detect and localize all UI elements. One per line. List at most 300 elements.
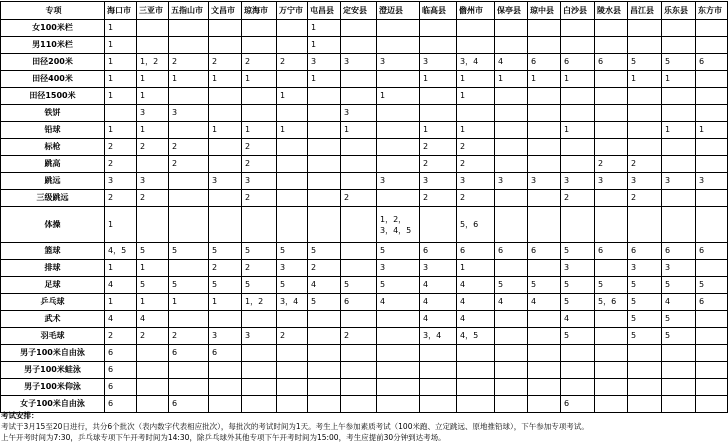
- batch-cell: [696, 207, 728, 243]
- batch-cell: 2: [308, 260, 341, 277]
- batch-cell: 3: [341, 105, 377, 122]
- batch-cell: [595, 122, 628, 139]
- batch-cell: [595, 88, 628, 105]
- row-label: 跳远: [1, 173, 105, 190]
- batch-cell: [137, 345, 169, 362]
- batch-cell: [377, 37, 420, 54]
- batch-cell: [662, 139, 696, 156]
- batch-cell: [628, 88, 662, 105]
- batch-cell: 1: [105, 260, 137, 277]
- batch-cell: [495, 311, 528, 328]
- batch-cell: [662, 379, 696, 396]
- batch-cell: 1: [169, 71, 209, 88]
- batch-cell: [308, 311, 341, 328]
- batch-cell: 5: [662, 328, 696, 345]
- batch-cell: 1: [277, 122, 308, 139]
- batch-cell: [561, 20, 595, 37]
- batch-cell: [341, 71, 377, 88]
- batch-cell: [242, 37, 277, 54]
- batch-cell: [209, 207, 242, 243]
- batch-cell: [209, 20, 242, 37]
- batch-cell: [595, 345, 628, 362]
- batch-cell: 4: [420, 294, 457, 311]
- header-region: 昌江县: [628, 2, 662, 20]
- batch-cell: [528, 37, 561, 54]
- table-row: [1, 122, 728, 139]
- batch-cell: [169, 190, 209, 207]
- row-label: 女100米栏: [1, 20, 105, 37]
- batch-cell: 2: [209, 54, 242, 71]
- table-row: [1, 54, 728, 71]
- row-label: 男子100米自由泳: [1, 345, 105, 362]
- batch-cell: [561, 345, 595, 362]
- batch-cell: [341, 260, 377, 277]
- batch-cell: 5: [137, 277, 169, 294]
- batch-cell: [308, 122, 341, 139]
- batch-cell: [137, 379, 169, 396]
- batch-cell: [242, 345, 277, 362]
- batch-cell: [377, 105, 420, 122]
- batch-cell: [495, 105, 528, 122]
- row-label: 男子100米仰泳: [1, 379, 105, 396]
- batch-cell: [377, 328, 420, 345]
- batch-cell: [696, 328, 728, 345]
- batch-cell: 1: [137, 294, 169, 311]
- batch-cell: 2: [169, 156, 209, 173]
- batch-cell: 2: [242, 156, 277, 173]
- header-region: 万宁市: [277, 2, 308, 20]
- batch-cell: 5: [628, 311, 662, 328]
- batch-cell: [341, 362, 377, 379]
- table-row: [1, 362, 728, 379]
- batch-cell: 6: [105, 362, 137, 379]
- batch-cell: 2: [277, 54, 308, 71]
- batch-cell: [696, 139, 728, 156]
- header-subject: 专项: [1, 2, 105, 20]
- batch-cell: 6: [420, 243, 457, 260]
- row-label: 男110米栏: [1, 37, 105, 54]
- batch-cell: 5: [628, 54, 662, 71]
- header-region: 澄迈县: [377, 2, 420, 20]
- batch-cell: [528, 345, 561, 362]
- exam-notes: [1, 410, 699, 443]
- table-row: [1, 294, 728, 311]
- batch-cell: 4: [420, 311, 457, 328]
- batch-cell: 5: [169, 277, 209, 294]
- batch-cell: [495, 156, 528, 173]
- batch-cell: 6: [457, 243, 495, 260]
- batch-cell: 4: [457, 277, 495, 294]
- batch-cell: [209, 37, 242, 54]
- batch-cell: 4，5: [105, 243, 137, 260]
- batch-cell: [308, 105, 341, 122]
- batch-cell: 6: [628, 243, 662, 260]
- batch-cell: [277, 71, 308, 88]
- header-region: 儋州市: [457, 2, 495, 20]
- batch-cell: [420, 105, 457, 122]
- batch-cell: 6: [209, 345, 242, 362]
- batch-cell: [628, 139, 662, 156]
- batch-cell: [528, 311, 561, 328]
- batch-cell: [277, 311, 308, 328]
- batch-cell: 6: [495, 243, 528, 260]
- batch-cell: 1: [308, 71, 341, 88]
- batch-cell: 5: [137, 243, 169, 260]
- batch-cell: [495, 139, 528, 156]
- batch-cell: [242, 20, 277, 37]
- batch-cell: 1: [662, 122, 696, 139]
- batch-cell: 3: [377, 260, 420, 277]
- batch-cell: [696, 156, 728, 173]
- row-label: 田径200米: [1, 54, 105, 71]
- batch-cell: 2: [242, 139, 277, 156]
- batch-cell: 3: [561, 260, 595, 277]
- batch-cell: 4: [528, 294, 561, 311]
- batch-cell: [277, 173, 308, 190]
- table-row: [1, 345, 728, 362]
- batch-cell: [457, 105, 495, 122]
- batch-cell: 1: [137, 260, 169, 277]
- batch-cell: 4: [105, 277, 137, 294]
- batch-cell: 5: [308, 243, 341, 260]
- table-row: [1, 190, 728, 207]
- batch-cell: [209, 139, 242, 156]
- batch-cell: [696, 362, 728, 379]
- batch-cell: [242, 88, 277, 105]
- batch-cell: 2: [277, 328, 308, 345]
- batch-cell: 1: [308, 20, 341, 37]
- batch-cell: 4: [495, 294, 528, 311]
- batch-cell: [595, 105, 628, 122]
- header-region: 陵水县: [595, 2, 628, 20]
- batch-cell: [696, 260, 728, 277]
- batch-cell: [662, 105, 696, 122]
- batch-cell: [628, 122, 662, 139]
- batch-cell: [169, 88, 209, 105]
- batch-cell: [377, 362, 420, 379]
- batch-cell: [341, 156, 377, 173]
- batch-cell: [169, 122, 209, 139]
- batch-cell: [561, 379, 595, 396]
- batch-cell: 3: [696, 173, 728, 190]
- batch-cell: [595, 311, 628, 328]
- batch-cell: 6: [169, 396, 209, 413]
- batch-cell: [495, 260, 528, 277]
- batch-cell: [209, 379, 242, 396]
- batch-cell: 6: [169, 345, 209, 362]
- batch-cell: 1: [457, 71, 495, 88]
- batch-cell: [420, 379, 457, 396]
- header-region: 文昌市: [209, 2, 242, 20]
- batch-cell: 5: [242, 243, 277, 260]
- table-row: [1, 328, 728, 345]
- batch-cell: 3: [662, 260, 696, 277]
- batch-cell: 1，2， 3，4，5: [377, 207, 420, 243]
- batch-cell: [420, 88, 457, 105]
- batch-cell: 6: [561, 54, 595, 71]
- row-label: 田径1500米: [1, 88, 105, 105]
- batch-cell: [696, 20, 728, 37]
- batch-cell: 1: [696, 122, 728, 139]
- batch-cell: 1: [242, 71, 277, 88]
- batch-cell: [137, 362, 169, 379]
- batch-cell: [308, 328, 341, 345]
- batch-cell: [457, 20, 495, 37]
- batch-cell: [420, 207, 457, 243]
- batch-cell: 3: [209, 328, 242, 345]
- batch-cell: 2: [420, 139, 457, 156]
- batch-cell: [662, 88, 696, 105]
- batch-cell: [169, 20, 209, 37]
- batch-cell: 3: [377, 173, 420, 190]
- batch-cell: 5，6: [595, 294, 628, 311]
- batch-cell: 4: [308, 277, 341, 294]
- batch-cell: 5: [662, 277, 696, 294]
- table-row: [1, 207, 728, 243]
- batch-cell: 5: [561, 243, 595, 260]
- batch-cell: [308, 139, 341, 156]
- batch-cell: [308, 362, 341, 379]
- batch-cell: 2: [169, 328, 209, 345]
- batch-cell: [277, 156, 308, 173]
- batch-cell: [595, 260, 628, 277]
- batch-cell: [561, 88, 595, 105]
- batch-cell: 1: [137, 88, 169, 105]
- batch-cell: 2: [242, 260, 277, 277]
- row-label: 乒乓球: [1, 294, 105, 311]
- batch-cell: 4: [495, 54, 528, 71]
- table-row: [1, 379, 728, 396]
- batch-cell: [662, 345, 696, 362]
- batch-cell: [169, 311, 209, 328]
- batch-cell: [377, 345, 420, 362]
- header-region: 定安县: [341, 2, 377, 20]
- exam-schedule-table: [0, 1, 728, 413]
- batch-cell: 3: [457, 173, 495, 190]
- batch-cell: [528, 156, 561, 173]
- batch-cell: 3: [377, 54, 420, 71]
- batch-cell: [696, 190, 728, 207]
- batch-cell: [457, 37, 495, 54]
- row-label: 羽毛球: [1, 328, 105, 345]
- batch-cell: 2: [105, 328, 137, 345]
- table-row: [1, 173, 728, 190]
- batch-cell: [528, 20, 561, 37]
- table-row: [1, 156, 728, 173]
- batch-cell: 1: [137, 71, 169, 88]
- batch-cell: [561, 105, 595, 122]
- batch-cell: [528, 362, 561, 379]
- batch-cell: [277, 20, 308, 37]
- batch-cell: [528, 328, 561, 345]
- table-row: [1, 37, 728, 54]
- batch-cell: 5: [277, 243, 308, 260]
- batch-cell: 4: [561, 311, 595, 328]
- batch-cell: 1: [105, 122, 137, 139]
- header-row: [1, 2, 728, 20]
- batch-cell: [595, 328, 628, 345]
- batch-cell: [277, 37, 308, 54]
- batch-cell: 5: [169, 243, 209, 260]
- batch-cell: 1: [137, 122, 169, 139]
- batch-cell: [209, 190, 242, 207]
- batch-cell: [628, 105, 662, 122]
- row-label: 排球: [1, 260, 105, 277]
- batch-cell: [341, 243, 377, 260]
- batch-cell: 6: [528, 54, 561, 71]
- batch-cell: 1: [209, 294, 242, 311]
- batch-cell: [528, 379, 561, 396]
- header-region: 五指山市: [169, 2, 209, 20]
- batch-cell: 2: [420, 156, 457, 173]
- batch-cell: 1: [209, 122, 242, 139]
- batch-cell: 1，2: [137, 54, 169, 71]
- batch-cell: 6: [105, 379, 137, 396]
- batch-cell: 6: [696, 54, 728, 71]
- batch-cell: [628, 379, 662, 396]
- batch-cell: 1: [528, 71, 561, 88]
- batch-cell: 1: [628, 71, 662, 88]
- batch-cell: [595, 362, 628, 379]
- batch-cell: [308, 190, 341, 207]
- batch-cell: [628, 20, 662, 37]
- batch-cell: 1: [457, 122, 495, 139]
- batch-cell: 2: [341, 190, 377, 207]
- batch-cell: 5: [377, 243, 420, 260]
- row-label: 体操: [1, 207, 105, 243]
- batch-cell: 3: [209, 173, 242, 190]
- header-region: 海口市: [105, 2, 137, 20]
- batch-cell: 4: [457, 294, 495, 311]
- batch-cell: [561, 139, 595, 156]
- row-label: 标枪: [1, 139, 105, 156]
- batch-cell: [277, 345, 308, 362]
- header-region: 三亚市: [137, 2, 169, 20]
- batch-cell: 2: [457, 190, 495, 207]
- batch-cell: 1: [169, 294, 209, 311]
- batch-cell: [561, 207, 595, 243]
- batch-cell: [457, 362, 495, 379]
- batch-cell: [277, 139, 308, 156]
- batch-cell: [696, 345, 728, 362]
- batch-cell: 1: [662, 71, 696, 88]
- table-row: [1, 311, 728, 328]
- batch-cell: 5，6: [457, 207, 495, 243]
- batch-cell: [308, 345, 341, 362]
- batch-cell: 6: [696, 294, 728, 311]
- batch-cell: 1: [105, 71, 137, 88]
- batch-cell: [308, 173, 341, 190]
- batch-cell: [242, 311, 277, 328]
- batch-cell: 3，4: [457, 54, 495, 71]
- batch-cell: [662, 156, 696, 173]
- batch-cell: [377, 20, 420, 37]
- batch-cell: [209, 311, 242, 328]
- batch-cell: 2: [105, 156, 137, 173]
- row-label: 三级跳远: [1, 190, 105, 207]
- batch-cell: [169, 207, 209, 243]
- batch-cell: 2: [457, 139, 495, 156]
- batch-cell: 1: [308, 37, 341, 54]
- batch-cell: [105, 105, 137, 122]
- batch-cell: 6: [341, 294, 377, 311]
- batch-cell: [209, 362, 242, 379]
- header-region: 保亭县: [495, 2, 528, 20]
- batch-cell: 5: [561, 328, 595, 345]
- batch-cell: [420, 20, 457, 37]
- batch-cell: 1: [457, 88, 495, 105]
- batch-cell: [308, 88, 341, 105]
- batch-cell: [377, 139, 420, 156]
- batch-cell: [341, 173, 377, 190]
- table-row: [1, 88, 728, 105]
- batch-cell: 6: [662, 243, 696, 260]
- batch-cell: [561, 37, 595, 54]
- batch-cell: 1: [105, 88, 137, 105]
- batch-cell: 3，4: [277, 294, 308, 311]
- batch-cell: 5: [595, 277, 628, 294]
- batch-cell: [277, 105, 308, 122]
- header-region: 临高县: [420, 2, 457, 20]
- batch-cell: [457, 345, 495, 362]
- batch-cell: 3: [308, 54, 341, 71]
- batch-cell: 3: [662, 173, 696, 190]
- batch-cell: 4: [457, 311, 495, 328]
- batch-cell: [495, 345, 528, 362]
- header-region: 琼中县: [528, 2, 561, 20]
- batch-cell: [420, 362, 457, 379]
- batch-cell: 1: [420, 122, 457, 139]
- batch-cell: 5: [628, 277, 662, 294]
- batch-cell: [495, 362, 528, 379]
- batch-cell: [308, 207, 341, 243]
- row-label: 铅球: [1, 122, 105, 139]
- batch-cell: 2: [169, 54, 209, 71]
- batch-cell: 5: [209, 277, 242, 294]
- batch-cell: 1: [105, 37, 137, 54]
- batch-cell: [662, 362, 696, 379]
- batch-cell: [341, 20, 377, 37]
- batch-cell: 1: [377, 88, 420, 105]
- batch-cell: [169, 260, 209, 277]
- batch-cell: 6: [696, 243, 728, 260]
- batch-cell: [528, 88, 561, 105]
- batch-cell: 5: [628, 294, 662, 311]
- batch-cell: 2: [242, 54, 277, 71]
- batch-cell: [341, 379, 377, 396]
- batch-cell: [528, 190, 561, 207]
- batch-cell: 3: [137, 105, 169, 122]
- batch-cell: 1: [105, 207, 137, 243]
- batch-cell: [377, 379, 420, 396]
- row-label: 足球: [1, 277, 105, 294]
- batch-cell: [137, 207, 169, 243]
- batch-cell: 3: [561, 173, 595, 190]
- batch-cell: [209, 88, 242, 105]
- batch-cell: [377, 122, 420, 139]
- notes-line-1: 考试于3月15至20日进行，共分6个批次（表内数字代表相应批次），每批次的考试时间为1天。考生上午参加素质考试（100米跑、立定跳远、原地推铅球），下午参加专项考试。: [1, 422, 589, 431]
- batch-cell: [696, 88, 728, 105]
- header-region: 白沙县: [561, 2, 595, 20]
- batch-cell: 3，4: [420, 328, 457, 345]
- batch-cell: 5: [495, 277, 528, 294]
- header-region: 乐东县: [662, 2, 696, 20]
- batch-cell: 3: [528, 173, 561, 190]
- batch-cell: [137, 37, 169, 54]
- batch-cell: 5: [662, 311, 696, 328]
- batch-cell: [420, 37, 457, 54]
- batch-cell: [209, 156, 242, 173]
